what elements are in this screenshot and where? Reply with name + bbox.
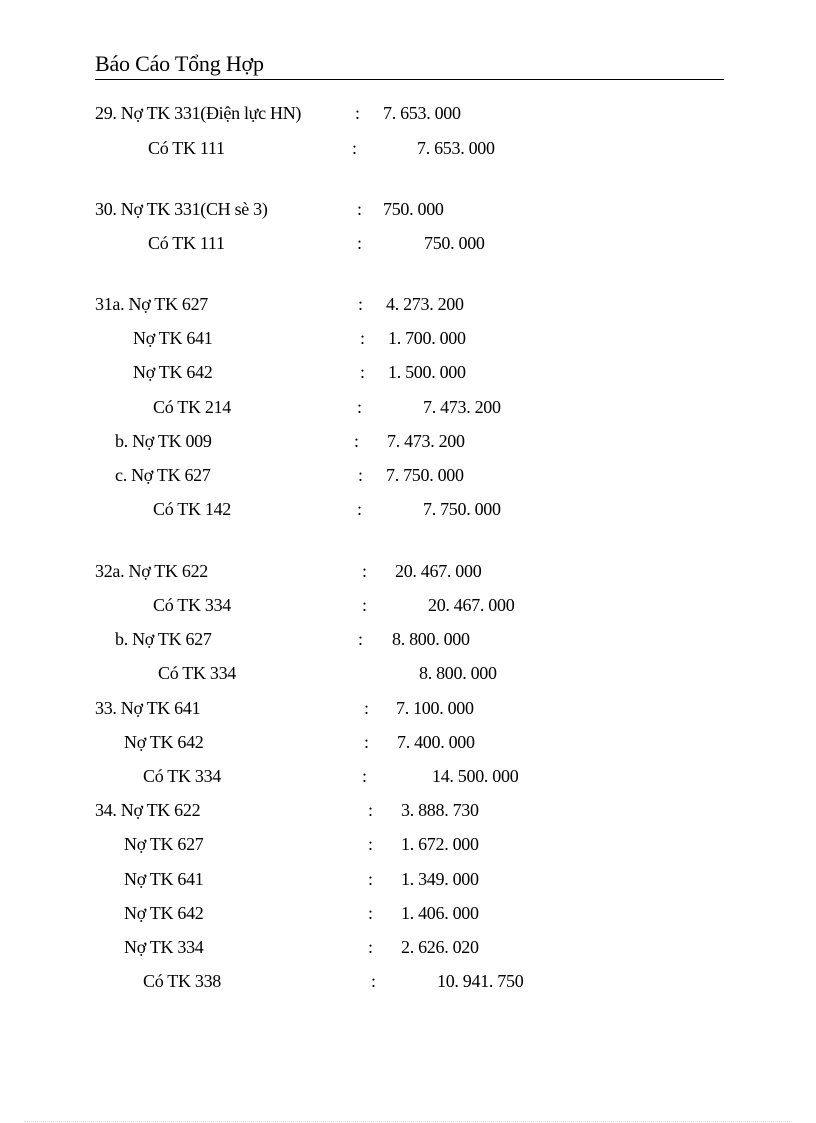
entry-amount: 20. 467. 000 — [428, 595, 515, 615]
entry-account-label: 32a. Nợ TK 622 — [95, 561, 208, 581]
entry-account-label: Nợ TK 642 — [133, 362, 213, 382]
entry-account-label: Có TK 334 — [143, 766, 221, 786]
entry-account-label: Có TK 111 — [148, 138, 225, 158]
entry-colon: : — [362, 766, 367, 786]
entry-account-label: 30. Nợ TK 331(CH sè 3) — [95, 199, 268, 219]
entry-amount: 8. 800. 000 — [392, 629, 470, 649]
entry-colon: : — [368, 903, 373, 923]
entry-account-label: Nợ TK 334 — [124, 937, 204, 957]
entry-amount: 1. 700. 000 — [388, 328, 466, 348]
page-header — [95, 50, 724, 80]
entry-colon: : — [362, 561, 367, 581]
entry-amount: 7. 653. 000 — [417, 138, 495, 158]
entry-amount: 7. 100. 000 — [396, 698, 474, 718]
entry-colon: : — [358, 465, 363, 485]
entry-amount: 7. 653. 000 — [383, 103, 461, 123]
entry-amount: 10. 941. 750 — [437, 971, 524, 991]
entry-account-label: 29. Nợ TK 331(Điện lực HN) — [95, 103, 302, 123]
entry-account-label: Nợ TK 641 — [124, 869, 204, 889]
entry-amount: 3. 888. 730 — [401, 800, 479, 820]
entry-account-label: Có TK 334 — [158, 663, 236, 683]
entry-colon: : — [357, 397, 362, 417]
entry-amount: 1. 500. 000 — [388, 362, 466, 382]
entry-amount: 7. 400. 000 — [397, 732, 475, 752]
entry-amount: 1. 672. 000 — [401, 834, 479, 854]
entry-colon: : — [357, 499, 362, 519]
entry-colon: : — [354, 431, 359, 451]
entry-account-label: 34. Nợ TK 622 — [95, 800, 201, 820]
entry-account-label: Nợ TK 642 — [124, 903, 204, 923]
entry-colon: : — [358, 294, 363, 314]
entry-colon: : — [355, 103, 360, 123]
entry-amount: 7. 473. 200 — [423, 397, 501, 417]
entry-amount: 7. 473. 200 — [387, 431, 465, 451]
entry-amount: 4. 273. 200 — [386, 294, 464, 314]
entry-account-label: Có TK 214 — [153, 397, 231, 417]
entry-account-label: Nợ TK 627 — [124, 834, 204, 854]
entry-amount: 750. 000 — [424, 233, 485, 253]
entry-account-label: Có TK 142 — [153, 499, 231, 519]
entry-account-label: Nợ TK 641 — [133, 328, 213, 348]
entry-account-label: b. Nợ TK 627 — [115, 629, 212, 649]
entry-account-label: c. Nợ TK 627 — [115, 465, 211, 485]
entry-amount: 750. 000 — [383, 199, 444, 219]
entry-colon: : — [358, 629, 363, 649]
entry-colon: : — [368, 869, 373, 889]
entry-amount: 14. 500. 000 — [432, 766, 519, 786]
entry-colon: : — [368, 800, 373, 820]
entry-colon: : — [357, 233, 362, 253]
entry-amount: 1. 406. 000 — [401, 903, 479, 923]
entry-colon: : — [362, 595, 367, 615]
entry-account-label: Có TK 334 — [153, 595, 231, 615]
entry-account-label: Có TK 338 — [143, 971, 221, 991]
entry-colon: : — [352, 138, 357, 158]
entry-colon: : — [368, 834, 373, 854]
entry-account-label: b. Nợ TK 009 — [115, 431, 212, 451]
entry-colon: : — [364, 698, 369, 718]
entry-colon: : — [364, 732, 369, 752]
page-bottom-divider — [24, 1121, 792, 1122]
entry-colon: : — [371, 971, 376, 991]
entry-amount: 7. 750. 000 — [423, 499, 501, 519]
entry-colon: : — [360, 362, 365, 382]
entry-amount: 1. 349. 000 — [401, 869, 479, 889]
entry-amount: 20. 467. 000 — [395, 561, 482, 581]
entry-colon: : — [360, 328, 365, 348]
entry-account-label: Nợ TK 642 — [124, 732, 204, 752]
entry-colon: : — [357, 199, 362, 219]
entry-account-label: 33. Nợ TK 641 — [95, 698, 201, 718]
entry-amount: 7. 750. 000 — [386, 465, 464, 485]
entry-amount: 2. 626. 020 — [401, 937, 479, 957]
entry-amount: 8. 800. 000 — [419, 663, 497, 683]
entry-account-label: Có TK 111 — [148, 233, 225, 253]
page-title: Báo Cáo Tổng Hợp — [95, 51, 264, 76]
entry-colon: : — [368, 937, 373, 957]
entry-account-label: 31a. Nợ TK 627 — [95, 294, 208, 314]
